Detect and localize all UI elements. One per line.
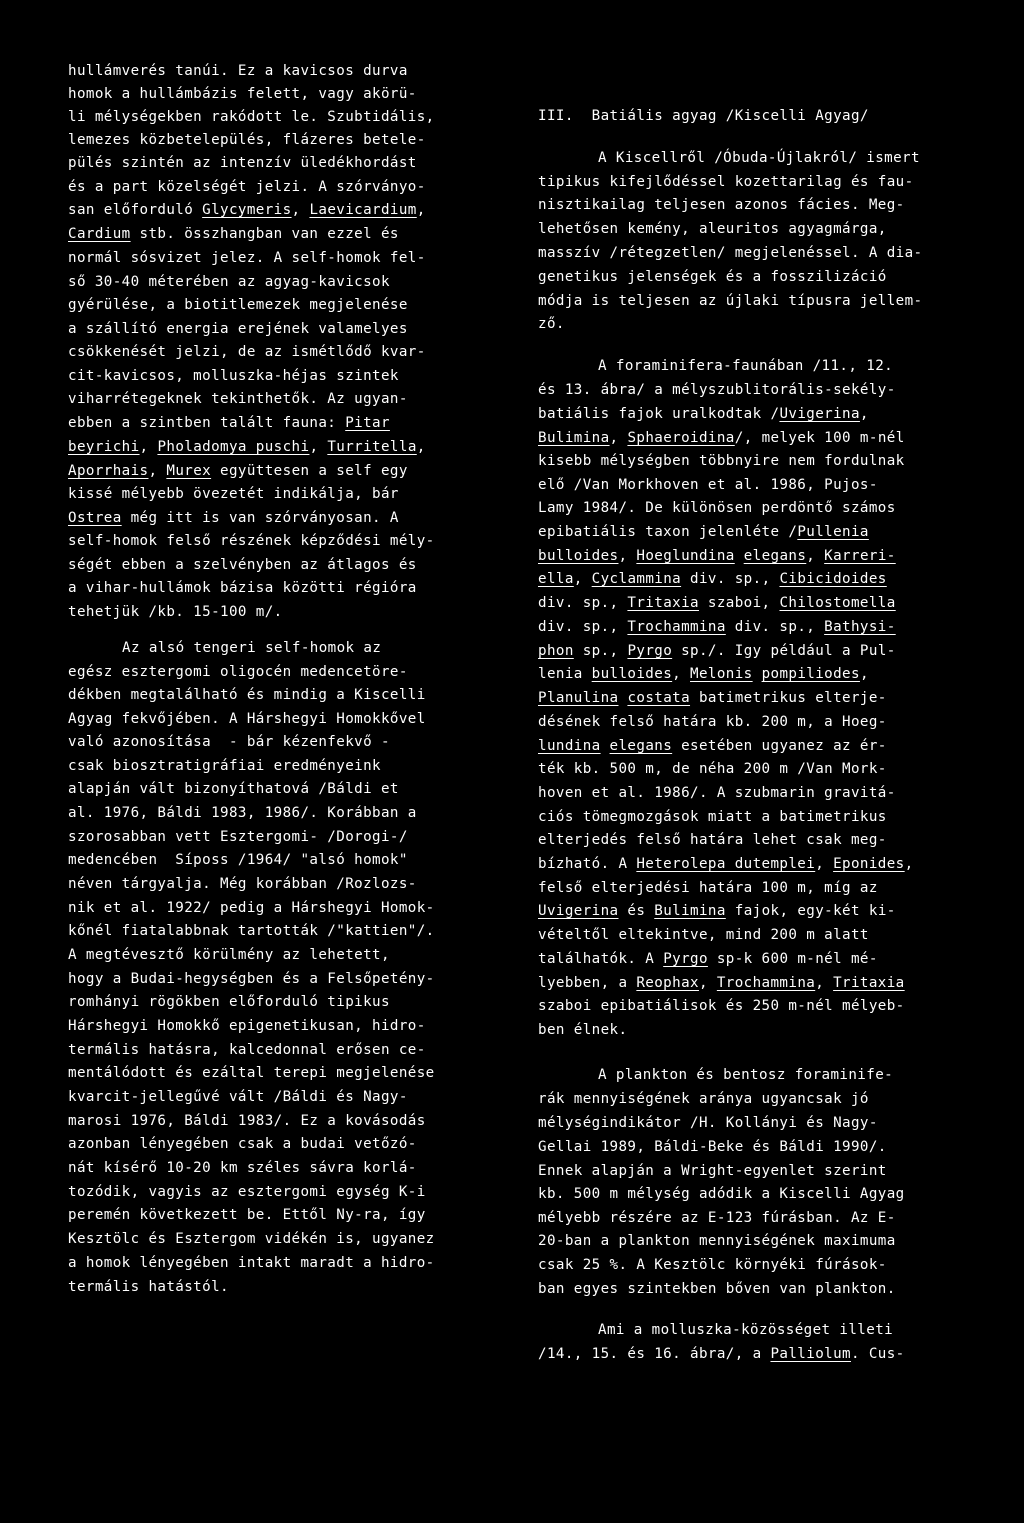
left-text-line: hullámverés tanúi. Ez a kavicsos durva [68,63,408,79]
left-text-line: al. 1976, Báldi 1983, 1986/. Korábban a [68,805,417,821]
left-text-line: ebben a szintben talált fauna: Pitar [68,415,390,431]
left-text-line: csak biosztratigráfiai eredményeink [68,758,381,774]
left-text-line: viharrétegeknek tekinthetők. Az ugyan- [68,391,408,407]
right-text-line: ték kb. 500 m, de néha 200 m /Van Mork- [538,761,887,777]
right-text-line: batiális fajok uralkodtak /Uvigerina, [538,406,869,422]
right-text-line: ciós tömegmozgások miatt a batimetrikus [538,809,887,825]
right-text-line: ban egyes szintekben bőven van plankton. [538,1281,896,1297]
right-text-line: felső elterjedési határa 100 m, míg az [538,880,878,896]
right-text-line: genetikus jelenségek és a fosszilizáció [538,269,887,285]
left-text-line: gyérülése, a biotitlemezek megjelenése [68,297,408,313]
left-text-line: nik et al. 1922/ pedig a Hárshegyi Homok- [68,900,435,916]
left-text-line: romhányi rögökben előforduló tipikus [68,994,390,1010]
right-text-line: A Kiscellről /Óbuda-Újlakról/ ismert [598,150,920,166]
left-text-line: alapján vált bizonyíthatová /Báldi et [68,781,399,797]
right-text-line: III. Batiális agyag /Kiscelli Agyag/ [538,108,869,124]
left-text-line: azonban lényegében csak a budai vetőzó- [68,1136,417,1152]
left-text-line: Ostrea még itt is van szórványosan. A [68,510,399,526]
right-text-line: masszív /rétegzetlen/ megjelenéssel. A dia- [538,245,923,261]
right-text-line: Ami a molluszka-közösséget illeti [598,1322,894,1338]
left-text-line: egész esztergomi oligocén medencetöre- [68,664,408,680]
left-text-line: marosi 1976, Báldi 1983/. Ez a kovásodás [68,1113,426,1129]
left-text-line: normál sósvizet jelez. A self-homok fel- [68,250,426,266]
left-text-line: beyrichi, Pholadomya puschi, Turritella, [68,439,426,455]
right-text-line: hoven et al. 1986/. A szubmarin gravitá- [538,785,896,801]
right-text-line: bulloides, Hoeglundina elegans, Karreri- [538,548,896,564]
right-text-line: Planulina costata batimetrikus elterje- [538,690,887,706]
right-text-line: Uvigerina és Bulimina fajok, egy-két ki- [538,903,896,919]
left-text-line: A megtévesztő körülmény az lehetett, [68,947,390,963]
left-text-line: kőnél fiatalabbnak tartották /"kattien"/. [68,923,435,939]
right-text-line: div. sp., Trochammina div. sp., Bathysi- [538,619,896,635]
left-text-line: tehetjük /kb. 15-100 m/. [68,604,283,620]
left-text-line: san előforduló Glycymeris, Laevicardium, [68,202,426,218]
right-text-line: bízható. A Heterolepa dutemplei, Eponides, [538,856,914,872]
right-text-line: A plankton és bentosz foraminife- [598,1067,894,1083]
right-text-line: ben élnek. [538,1022,628,1038]
right-text-line: módja is teljesen az újlaki típusra jellem- [538,293,923,309]
left-text-line: peremén következett be. Ettől Ny-ra, így [68,1207,426,1223]
left-text-line: pülés szintén az intenzív üledékhordást [68,155,417,171]
right-text-line: div. sp., Tritaxia szaboi, Chilostomella [538,595,896,611]
right-text-line: Lamy 1984/. De különösen perdöntő számos [538,500,896,516]
right-text-line: 20-ban a plankton mennyiségének maximuma [538,1233,896,1249]
right-text-line: elő /Van Morkhoven et al. 1986, Pujos- [538,477,878,493]
right-text-line: tipikus kifejlődéssel kozettarilag és fau- [538,174,914,190]
left-text-line: lemezes közbetelepülés, flázeres betele- [68,132,426,148]
left-text-line: a szállító energia erejének valamelyes [68,321,408,337]
left-text-line: kissé mélyebb övezetét indikálja, bár [68,486,399,502]
left-text-line: nát kísérő 10-20 km széles sávra korlá- [68,1160,417,1176]
right-text-line: ző. [538,316,565,332]
right-text-line: elterjedés felső határa lehet csak meg- [538,832,887,848]
left-text-line: Aporrhais, Murex együttesen a self egy [68,463,408,479]
right-text-line: és 13. ábra/ a mélyszublitorális-sekély- [538,382,896,398]
left-text-line: néven tárgyalja. Még korábban /Rozlozs- [68,876,417,892]
right-text-line: rák mennyiségének aránya ugyancsak jó [538,1091,869,1107]
right-text-line: lundina elegans esetében ugyanez az ér- [538,738,887,754]
right-text-line: mélységindikátor /H. Kollányi és Nagy- [538,1115,878,1131]
right-text-line: Ennek alapján a Wright-egyenlet szerint [538,1163,887,1179]
left-text-line: kvarcit-jellegűvé vált /Báldi és Nagy- [68,1089,408,1105]
left-text-line: homok a hullámbázis felett, vagy akörü- [68,86,417,102]
left-text-line: ségét ebben a szelvényben az átlagos és [68,557,417,573]
right-text-line: mélyebb részére az E-123 fúrásban. Az E- [538,1210,896,1226]
left-text-line: Az alsó tengeri self-homok az [122,640,382,656]
right-text-line: szaboi epibatiálisok és 250 m-nél mélyeb- [538,998,905,1014]
left-text-line: termális hatásra, kalcedonnal erősen ce- [68,1042,426,1058]
left-text-line: tozódik, vagyis az esztergomi egység K-i [68,1184,426,1200]
left-text-line: hogy a Budai-hegységben és a Felsőpetény- [68,971,435,987]
right-text-line: A foraminifera-faunában /11., 12. [598,358,894,374]
left-text-line: és a part közelségét jelzi. A szórványo- [68,179,426,195]
left-text-line: csökkenését jelzi, de az ismétlődő kvar- [68,344,426,360]
right-text-line: /14., 15. és 16. ábra/, a Palliolum. Cus- [538,1346,905,1362]
left-text-line: self-homok felső részének képződési mély- [68,533,435,549]
left-text-line: való azonosítása - bár kézenfekvő - [68,734,390,750]
left-text-line: a vihar-hullámok bázisa közötti régióra [68,580,417,596]
left-text-line: termális hatástól. [68,1279,229,1295]
left-text-line: mentálódott és ezáltal terepi megjelenése [68,1065,435,1081]
right-text-line: kisebb mélységben többnyire nem fordulnak [538,453,905,469]
left-text-line: Kesztölc és Esztergom vidékén is, ugyanez [68,1231,435,1247]
right-text-line: Bulimina, Sphaeroidina/, melyek 100 m-nél [538,430,905,446]
left-text-line: dékben megtalálható és mindig a Kiscelli [68,687,426,703]
left-text-line: Cardium stb. összhangban van ezzel és [68,226,399,242]
left-text-line: medencében Síposs /1964/ "alsó homok" [68,852,408,868]
left-text-line: szorosabban vett Esztergomi- /Dorogi-/ [68,829,408,845]
left-text-line: cit-kavicsos, molluszka-héjas szintek [68,368,399,384]
right-text-line: Gellai 1989, Báldi-Beke és Báldi 1990/. [538,1139,887,1155]
right-text-line: lenia bulloides, Melonis pompiliodes, [538,666,869,682]
left-text-line: Agyag fekvőjében. A Hárshegyi Homokkővel [68,711,426,727]
left-text-line: li mélységekben rakódott le. Szubtidális, [68,109,435,125]
left-text-line: ső 30-40 méterében az agyag-kavicsok [68,274,390,290]
right-text-line: kb. 500 m mélység adódik a Kiscelli Agyag [538,1186,905,1202]
right-text-line: vételtől eltekintve, mind 200 m alatt [538,927,869,943]
right-text-line: lehetősen kemény, aleuritos agyagmárga, [538,221,887,237]
right-text-line: désének felső határa kb. 200 m, a Hoeg- [538,714,887,730]
right-text-line: phon sp., Pyrgo sp./. Igy például a Pul- [538,643,896,659]
right-text-line: lyebben, a Reophax, Trochammina, Tritaxia [538,975,905,991]
right-text-line: nisztikailag teljesen azonos fácies. Meg- [538,197,905,213]
right-text-line: epibatiális taxon jelenléte /Pullenia [538,524,869,540]
right-text-line: találhatók. A Pyrgo sp-k 600 m-nél mé- [538,951,878,967]
left-text-line: a homok lényegében intakt maradt a hidro- [68,1255,435,1271]
left-text-line: Hárshegyi Homokkő epigenetikusan, hidro- [68,1018,426,1034]
right-text-line: csak 25 %. A Kesztölc környéki fúrások- [538,1257,887,1273]
right-text-line: ella, Cyclammina div. sp., Cibicidoides [538,571,887,587]
